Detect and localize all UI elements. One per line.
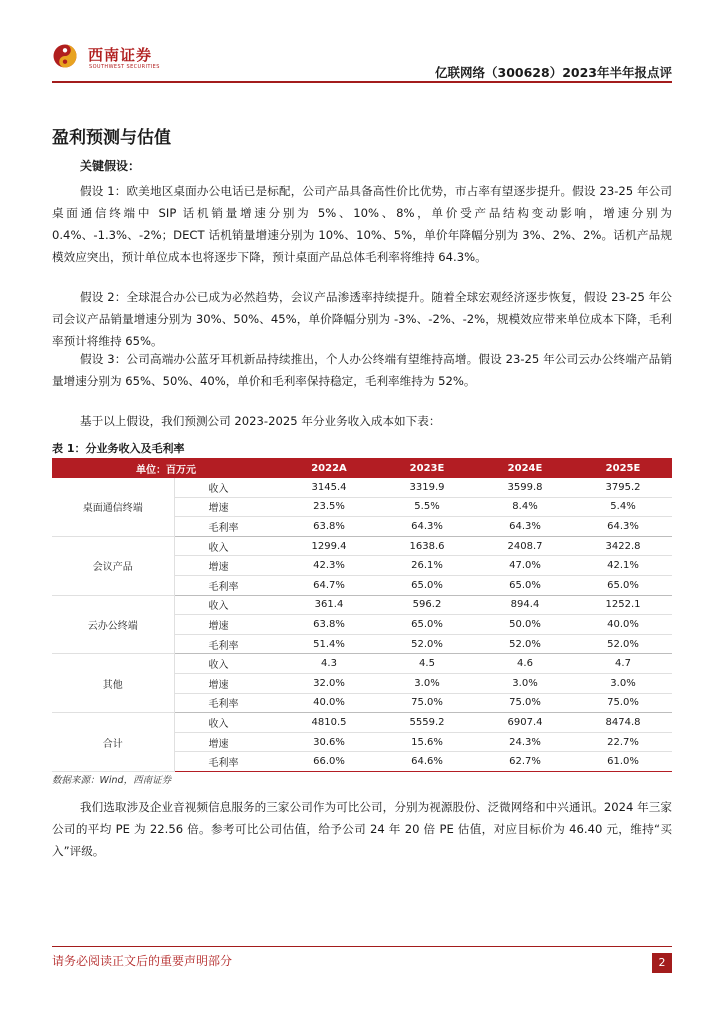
value-cell: 40.0% — [280, 693, 378, 713]
metric-label: 增速 — [174, 556, 280, 576]
metric-label: 毛利率 — [174, 575, 280, 595]
brand-name: 西南证券 — [88, 46, 153, 64]
segment-name: 会议产品 — [52, 536, 174, 595]
table-body — [52, 478, 672, 771]
unit-header: 单位：百万元 — [52, 458, 280, 478]
value-cell: 15.6% — [378, 732, 476, 752]
metric-label: 收入 — [174, 478, 280, 497]
value-cell: 52.0% — [476, 634, 574, 654]
value-cell: 1252.1 — [574, 595, 672, 615]
metric-label: 收入 — [174, 713, 280, 733]
metric-label: 收入 — [174, 654, 280, 674]
value-cell: 64.6% — [378, 752, 476, 772]
value-cell: 65.0% — [574, 575, 672, 595]
segment-name: 桌面通信终端 — [52, 478, 174, 536]
value-cell: 23.5% — [280, 497, 378, 517]
value-cell: 361.4 — [280, 595, 378, 615]
metric-label: 增速 — [174, 615, 280, 635]
value-cell: 4.3 — [280, 654, 378, 674]
value-cell: 75.0% — [476, 693, 574, 713]
value-cell: 66.0% — [280, 752, 378, 772]
value-cell: 4810.5 — [280, 713, 378, 733]
segment-name: 合计 — [52, 713, 174, 772]
forecast-intro-paragraph: 基于以上假设，我们预测公司 2023-2025 年分业务收入成本如下表： — [80, 414, 441, 428]
value-cell: 62.7% — [476, 752, 574, 772]
value-cell: 2408.7 — [476, 536, 574, 556]
value-cell: 63.8% — [280, 615, 378, 635]
table-caption: 表 1：分业务收入及毛利率 — [52, 442, 185, 455]
metric-label: 毛利率 — [174, 752, 280, 772]
value-cell: 8474.8 — [574, 713, 672, 733]
value-cell: 63.8% — [280, 517, 378, 537]
value-cell: 32.0% — [280, 673, 378, 693]
value-cell: 52.0% — [574, 634, 672, 654]
value-cell: 42.1% — [574, 556, 672, 576]
value-cell: 26.1% — [378, 556, 476, 576]
value-cell: 51.4% — [280, 634, 378, 654]
southwest-securities-logo-icon — [53, 44, 77, 68]
value-cell: 47.0% — [476, 556, 574, 576]
value-cell: 24.3% — [476, 732, 574, 752]
section-title: 盈利预测与估值 — [52, 128, 171, 148]
value-cell: 596.2 — [378, 595, 476, 615]
metric-label: 增速 — [174, 497, 280, 517]
value-cell: 64.3% — [476, 517, 574, 537]
valuation-paragraph: 我们选取涉及企业音视频信息服务的三家公司作为可比公司，分别为视源股份、泛微网络和中兴通讯。2024 年三家公司的平均 PE 为 22.56 倍。参考可比公司估值，给予公司 24 年 20 倍 PE 估值，对应目标价为 46.40 元，维持“买入”评级。 — [52, 800, 672, 858]
value-cell: 42.3% — [280, 556, 378, 576]
metric-label: 收入 — [174, 536, 280, 556]
year-header: 2025E — [574, 458, 672, 478]
value-cell: 64.3% — [574, 517, 672, 537]
table-header-row — [52, 458, 672, 478]
value-cell: 3599.8 — [476, 478, 574, 497]
value-cell: 4.5 — [378, 654, 476, 674]
value-cell: 8.4% — [476, 497, 574, 517]
metric-label: 增速 — [174, 732, 280, 752]
value-cell: 5.5% — [378, 497, 476, 517]
value-cell: 4.7 — [574, 654, 672, 674]
value-cell: 1299.4 — [280, 536, 378, 556]
value-cell: 3145.4 — [280, 478, 378, 497]
value-cell: 4.6 — [476, 654, 574, 674]
assumption-3-paragraph: 假设 3：公司高端办公蓝牙耳机新品持续推出，个人办公终端有望维持高增。假设 23-25 年公司云办公终端产品销量增速分别为 65%、50%、40%，单价和毛利率保持稳定，毛利率维持为 52%。 — [52, 352, 672, 388]
value-cell: 5559.2 — [378, 713, 476, 733]
table-row — [52, 478, 672, 497]
value-cell: 3319.9 — [378, 478, 476, 497]
brand-name-en: SOUTHWEST SECURITIES — [89, 64, 160, 70]
table-row — [52, 654, 672, 674]
value-cell: 64.3% — [378, 517, 476, 537]
value-cell: 3.0% — [476, 673, 574, 693]
value-cell: 22.7% — [574, 732, 672, 752]
value-cell: 6907.4 — [476, 713, 574, 733]
value-cell: 75.0% — [574, 693, 672, 713]
table-row — [52, 713, 672, 733]
footer-divider — [52, 946, 672, 947]
page-header — [0, 0, 724, 84]
value-cell: 75.0% — [378, 693, 476, 713]
year-header: 2023E — [378, 458, 476, 478]
data-source: 数据来源：Wind，西南证券 — [52, 775, 172, 786]
disclaimer-note: 请务必阅读正文后的重要声明部分 — [52, 954, 233, 968]
value-cell: 65.0% — [476, 575, 574, 595]
segment-name: 其他 — [52, 654, 174, 713]
year-header: 2022A — [280, 458, 378, 478]
metric-label: 收入 — [174, 595, 280, 615]
value-cell: 3.0% — [574, 673, 672, 693]
metric-label: 增速 — [174, 673, 280, 693]
value-cell: 3422.8 — [574, 536, 672, 556]
metric-label: 毛利率 — [174, 634, 280, 654]
value-cell: 64.7% — [280, 575, 378, 595]
header-divider — [52, 81, 672, 83]
page-number: 2 — [652, 953, 672, 973]
segment-name: 云办公终端 — [52, 595, 174, 654]
report-title: 亿联网络（300628）2023年半年报点评 — [435, 65, 672, 80]
value-cell: 3795.2 — [574, 478, 672, 497]
value-cell: 3.0% — [378, 673, 476, 693]
value-cell: 1638.6 — [378, 536, 476, 556]
value-cell: 5.4% — [574, 497, 672, 517]
assumption-2-paragraph: 假设 2：全球混合办公已成为必然趋势，会议产品渗透率持续提升。随着全球宏观经济逐步恢复，假设 23-25 年公司会议产品销量增速分别为 30%、50%、45%，单价降幅分别为 -3%、-2%、-2%，规模效应带来单位成本下降，毛利率预计将维持 65%。 — [52, 290, 672, 348]
metric-label: 毛利率 — [174, 693, 280, 713]
year-header: 2024E — [476, 458, 574, 478]
table-row — [52, 595, 672, 615]
metric-label: 毛利率 — [174, 517, 280, 537]
value-cell: 40.0% — [574, 615, 672, 635]
value-cell: 65.0% — [378, 615, 476, 635]
assumption-1-paragraph: 假设 1：欧美地区桌面办公电话已是标配，公司产品具备高性价比优势，市占率有望逐步提升。假设 23-25 年公司桌面通信终端中 SIP 话机销量增速分别为 5%、10%、8%，单价受产品结构变动影响，增速分别为 0.4%、-1.3%、-2%；DECT 话机销量增速分别为 10%、10%、5%，单价年降幅分别为 3%、2%、2%。话机产品规模效应突出，预计单位成本也将逐步下降，预计桌面产品总体毛利率将维持 64.3%。 — [52, 184, 672, 264]
value-cell: 894.4 — [476, 595, 574, 615]
segment-revenue-table — [52, 458, 672, 772]
table-row — [52, 536, 672, 556]
value-cell: 65.0% — [378, 575, 476, 595]
value-cell: 61.0% — [574, 752, 672, 772]
value-cell: 30.6% — [280, 732, 378, 752]
key-assumptions-heading: 关键假设： — [80, 159, 141, 173]
value-cell: 50.0% — [476, 615, 574, 635]
value-cell: 52.0% — [378, 634, 476, 654]
